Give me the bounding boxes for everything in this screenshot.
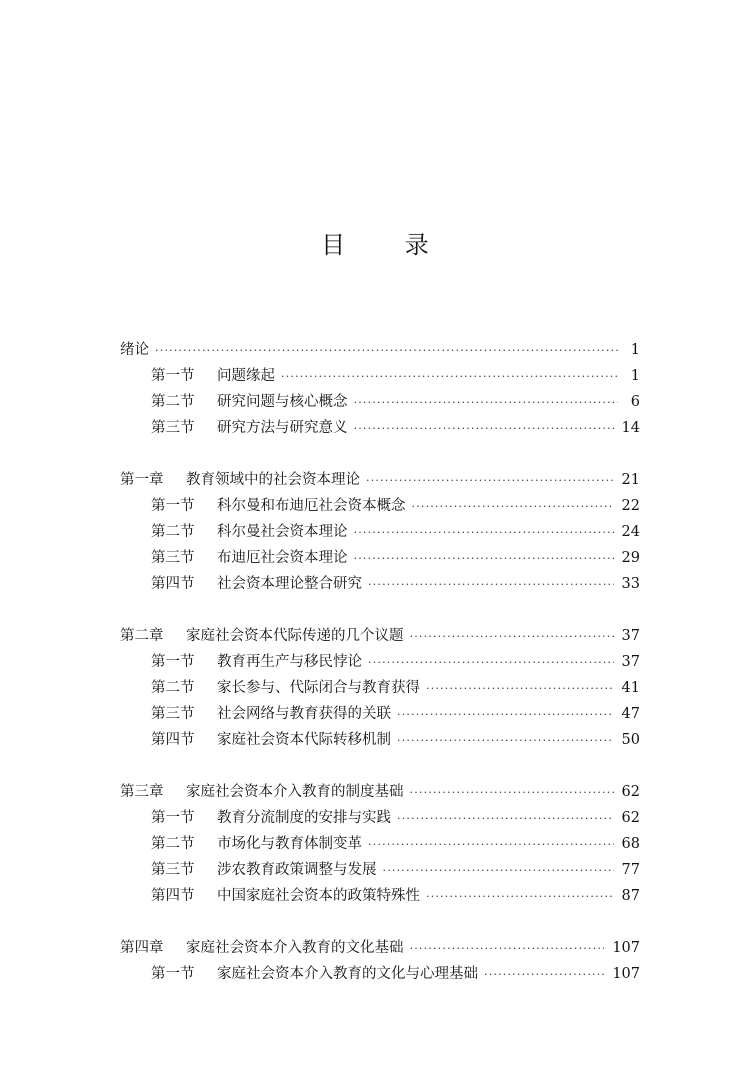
entry-page: 62 xyxy=(621,784,640,800)
toc-entry-section[interactable] xyxy=(120,389,640,415)
entry-title: 社会资本理论整合研究 xyxy=(217,576,362,592)
entry-title: 涉农教育政策调整与发展 xyxy=(217,862,377,878)
toc-group-chapter-3 xyxy=(120,779,640,909)
toc-entry-intro[interactable] xyxy=(120,337,640,363)
entry-page: 33 xyxy=(621,576,640,592)
entry-lead: 第三节 xyxy=(151,706,195,722)
entry-title: 问题缘起 xyxy=(217,368,275,384)
entry-title: 教育领域中的社会资本理论 xyxy=(186,472,360,488)
toc-entry-chapter[interactable] xyxy=(120,623,640,649)
entry-lead: 第二节 xyxy=(151,680,195,696)
entry-lead: 第一章 xyxy=(120,472,164,488)
leader-dots xyxy=(426,884,614,910)
leader-dots xyxy=(410,624,614,650)
toc-entry-section[interactable] xyxy=(120,701,640,727)
entry-lead: 第四章 xyxy=(120,940,164,956)
entry-page: 77 xyxy=(621,862,640,878)
entry-page: 21 xyxy=(621,472,640,488)
entry-lead: 第四节 xyxy=(151,576,195,592)
entry-lead: 绪论 xyxy=(120,342,149,358)
leader-dots xyxy=(366,468,614,494)
toc-entry-section[interactable] xyxy=(120,675,640,701)
entry-page: 29 xyxy=(621,550,640,566)
toc-entry-section[interactable] xyxy=(120,805,640,831)
toc-entry-section[interactable] xyxy=(120,519,640,545)
entry-title: 研究问题与核心概念 xyxy=(217,394,348,410)
entry-lead: 第一节 xyxy=(151,498,195,514)
entry-title: 家庭社会资本介入教育的文化基础 xyxy=(186,940,404,956)
toc-entry-section[interactable] xyxy=(120,493,640,519)
leader-dots xyxy=(354,416,614,442)
entry-page: 37 xyxy=(621,654,640,670)
toc-entry-section[interactable] xyxy=(120,649,640,675)
toc-entry-section[interactable] xyxy=(120,545,640,571)
toc-entry-section[interactable] xyxy=(120,363,640,389)
toc-entry-chapter[interactable] xyxy=(120,779,640,805)
leader-dots xyxy=(354,520,614,546)
entry-title: 家庭社会资本代际转移机制 xyxy=(217,732,391,748)
entry-page: 6 xyxy=(630,394,640,410)
toc-group-chapter-2 xyxy=(120,623,640,753)
entry-page: 1 xyxy=(630,368,640,384)
toc-entry-chapter[interactable] xyxy=(120,467,640,493)
entry-page: 37 xyxy=(621,628,640,644)
toc-entry-section[interactable] xyxy=(120,857,640,883)
entry-lead: 第二章 xyxy=(120,628,164,644)
page-title: 目 录 xyxy=(321,231,455,259)
entry-lead: 第一节 xyxy=(151,368,195,384)
leader-dots xyxy=(412,494,614,520)
entry-lead: 第三章 xyxy=(120,784,164,800)
entry-lead: 第二节 xyxy=(151,524,195,540)
leader-dots xyxy=(383,858,614,884)
entry-title: 教育分流制度的安排与实践 xyxy=(217,810,391,826)
toc-entry-section[interactable] xyxy=(120,415,640,441)
entry-lead: 第一节 xyxy=(151,654,195,670)
leader-dots xyxy=(397,728,614,754)
leader-dots xyxy=(426,676,614,702)
entry-page: 107 xyxy=(612,966,640,982)
toc-group-intro xyxy=(120,337,640,441)
leader-dots xyxy=(410,780,614,806)
entry-page: 47 xyxy=(621,706,640,722)
entry-lead: 第三节 xyxy=(151,550,195,566)
leader-dots xyxy=(368,832,614,858)
leader-dots xyxy=(397,702,614,728)
leader-dots xyxy=(155,338,618,364)
toc-entry-section[interactable] xyxy=(120,883,640,909)
entry-title: 家长参与、代际闭合与教育获得 xyxy=(217,680,420,696)
toc-group-chapter-4 xyxy=(120,935,640,987)
entry-title: 社会网络与教育获得的关联 xyxy=(217,706,391,722)
entry-title: 教育再生产与移民悖论 xyxy=(217,654,362,670)
entry-page: 87 xyxy=(621,888,640,904)
leader-dots xyxy=(368,572,614,598)
leader-dots xyxy=(484,962,604,988)
entry-lead: 第四节 xyxy=(151,732,195,748)
toc-entry-section[interactable] xyxy=(120,727,640,753)
entry-lead: 第三节 xyxy=(151,862,195,878)
entry-page: 22 xyxy=(621,498,640,514)
entry-page: 41 xyxy=(621,680,640,696)
toc-entry-chapter[interactable] xyxy=(120,935,640,961)
entry-page: 50 xyxy=(621,732,640,748)
leader-dots xyxy=(354,546,614,572)
entry-lead: 第二节 xyxy=(151,394,195,410)
toc-entry-section[interactable] xyxy=(120,831,640,857)
entry-title: 中国家庭社会资本的政策特殊性 xyxy=(217,888,420,904)
leader-dots xyxy=(368,650,614,676)
leader-dots xyxy=(354,390,619,416)
entry-lead: 第二节 xyxy=(151,836,195,852)
entry-lead: 第三节 xyxy=(151,420,195,436)
entry-lead: 第四节 xyxy=(151,888,195,904)
entry-lead: 第一节 xyxy=(151,966,195,982)
toc-entry-section[interactable] xyxy=(120,961,640,987)
entry-title: 科尔曼社会资本理论 xyxy=(217,524,348,540)
entry-page: 24 xyxy=(621,524,640,540)
entry-title: 研究方法与研究意义 xyxy=(217,420,348,436)
entry-page: 68 xyxy=(621,836,640,852)
leader-dots xyxy=(281,364,618,390)
entry-title: 家庭社会资本代际传递的几个议题 xyxy=(186,628,404,644)
entry-title: 科尔曼和布迪厄社会资本概念 xyxy=(217,498,406,514)
toc-entry-section[interactable] xyxy=(120,571,640,597)
entry-lead: 第一节 xyxy=(151,810,195,826)
entry-title: 市场化与教育体制变革 xyxy=(217,836,362,852)
entry-title: 家庭社会资本介入教育的文化与心理基础 xyxy=(217,966,478,982)
entry-page: 14 xyxy=(621,420,640,436)
table-of-contents xyxy=(120,337,640,1013)
toc-group-chapter-1 xyxy=(120,467,640,597)
leader-dots xyxy=(410,936,605,962)
entry-page: 1 xyxy=(630,342,640,358)
entry-page: 62 xyxy=(621,810,640,826)
entry-title: 布迪厄社会资本理论 xyxy=(217,550,348,566)
leader-dots xyxy=(397,806,614,832)
entry-title: 家庭社会资本介入教育的制度基础 xyxy=(186,784,404,800)
entry-page: 107 xyxy=(612,940,640,956)
